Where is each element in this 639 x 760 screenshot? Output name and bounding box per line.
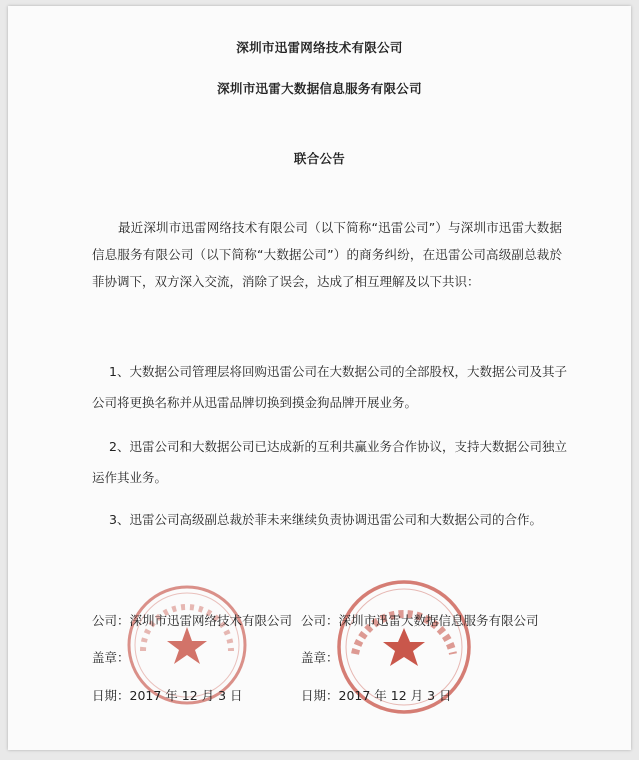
left-date-line: 日期：2017 年 12 月 3 日	[92, 688, 243, 703]
right-seal-label: 盖章：	[301, 650, 339, 665]
company-title-2: 深圳市迅雷大数据信息服务有限公司	[217, 81, 422, 96]
consensus-item-1: 1、大数据公司管理层将回购迅雷公司在大数据公司的全部股权，大数据公司及其子公司将更换名称并从迅雷品牌切换到摸金狗品牌开展业务。	[92, 364, 567, 410]
announcement-title: 联合公告	[293, 151, 346, 166]
right-date-line: 日期：2017 年 12 月 3 日	[301, 688, 452, 703]
left-company-line: 公司：深圳市迅雷网络技术有限公司	[92, 613, 293, 628]
document-page	[8, 6, 631, 750]
intro-paragraph: 最近深圳市迅雷网络技术有限公司（以下简称“迅雷公司”）与深圳市迅雷大数据信息服务有限公司（以下简称“大数据公司”）的商务纠纷，在迅雷公司高级副总裁於菲协调下，双方深入交流，消除了误会，达成了相互理解及以下共识：	[92, 220, 562, 289]
right-company-line: 公司：深圳市迅雷大数据信息服务有限公司	[301, 613, 539, 628]
left-seal-label: 盖章：	[92, 650, 130, 665]
consensus-item-3: 3、迅雷公司高级副总裁於菲未来继续负责协调迅雷公司和大数据公司的合作。	[109, 512, 542, 527]
company-title-1: 深圳市迅雷网络技术有限公司	[236, 40, 403, 55]
consensus-item-2: 2、迅雷公司和大数据公司已达成新的互利共赢业务合作协议，支持大数据公司独立运作其业务。	[92, 439, 567, 485]
